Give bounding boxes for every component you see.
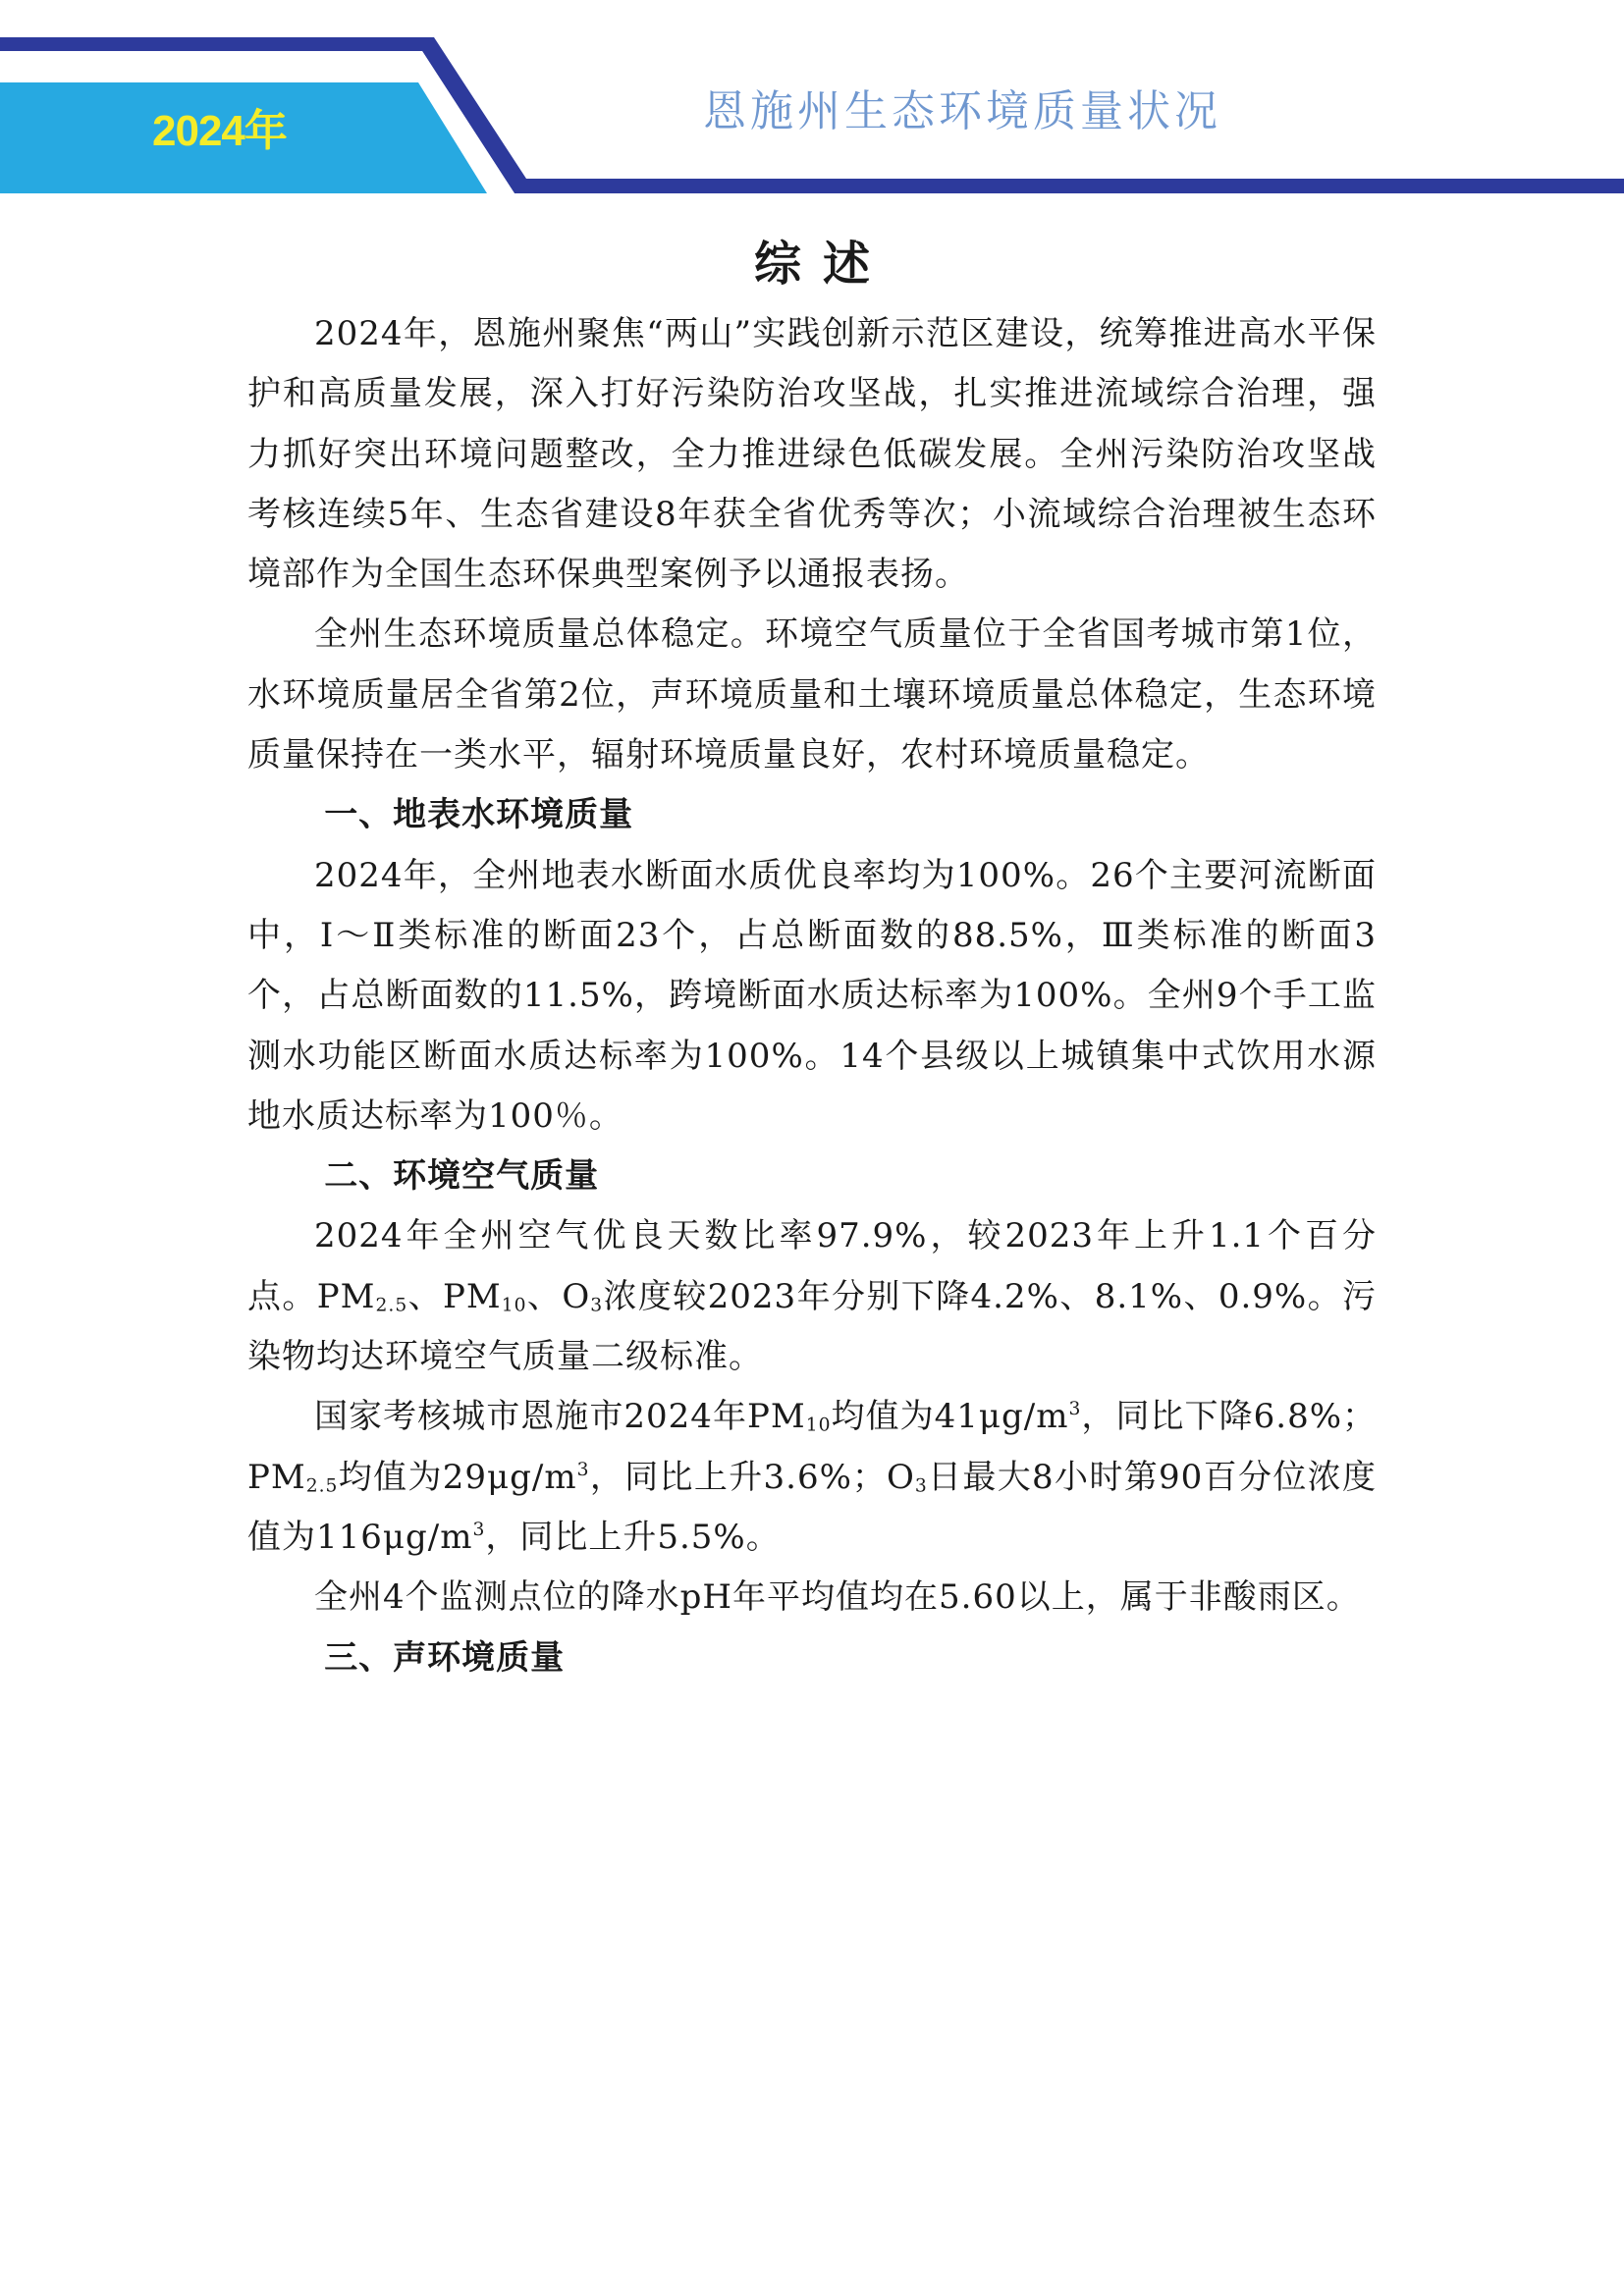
paragraph-overview: 2024年，恩施州聚焦“两山”实践创新示范区建设，统筹推进高水平保护和高质量发展，深入打好污染防治攻坚战，扎实推进流域综合治理，强力抓好突出环境问题整改，全力推进绿色低碳发展。全州污染防治攻坚战考核连续5年、生态省建设8年获全省优秀等次；小流域综合治理被生态环境部作为全国生态环保典型案例予以通报表扬。: [247, 314, 1377, 595]
text-segment: ，同比上升5.5%。: [485, 1517, 781, 1557]
heading-surface-water: 一、地表水环境质量: [324, 795, 634, 835]
subscript: 3: [914, 1475, 928, 1497]
report-title: 恩施州生态环境质量状况: [703, 86, 1221, 136]
superscript: 3: [576, 1459, 590, 1480]
superscript: 3: [1068, 1399, 1082, 1420]
pm-symbol: PM: [247, 1457, 306, 1497]
text-segment: 国家考核城市恩施市2024年: [314, 1397, 747, 1437]
paragraph-enshi-city-air: [247, 1387, 1377, 1568]
pm-symbol: PM: [316, 1276, 376, 1316]
section-title: 综述: [753, 237, 892, 292]
subscript: 3: [590, 1295, 604, 1316]
document-body: [247, 228, 1377, 1688]
text-segment: 日最大8小时第90百分位浓度值为116μg/m: [247, 1457, 1377, 1557]
subscript: 10: [805, 1415, 832, 1437]
pm-symbol: PM: [443, 1276, 502, 1316]
text-segment: 、: [526, 1276, 563, 1316]
paragraph-surface-water: 2024年，全州地表水断面水质优良率均为100%。26个主要河流断面中，Ⅰ～Ⅱ类标准的断面23个，占总断面数的88.5%，Ⅲ类标准的断面3个，占总断面数的11.5%，跨境断面水质达标率为100%。全州9个手工监测水功能区断面水质达标率为100%。14个县级以上城镇集中式饮用水源地水质达标率为100％。: [247, 855, 1377, 1136]
page-header: [0, 0, 1624, 206]
superscript: 3: [472, 1519, 486, 1540]
paragraph-overall-quality: 全州生态环境质量总体稳定。环境空气质量位于全省国考城市第1位，水环境质量居全省第2位，声环境质量和土壤环境质量总体稳定，生态环境质量保持在一类水平，辐射环境质量良好，农村环境质量稳定。: [247, 614, 1377, 775]
ozone-symbol: O: [886, 1457, 915, 1497]
heading-acoustic-environment: 三、声环境质量: [324, 1637, 566, 1678]
text-segment: 、: [407, 1276, 444, 1316]
pm-symbol: PM: [747, 1397, 806, 1437]
text-segment: 2024年全州空气优良天数比率97.9%，较2023年上升1.1个百分点。: [247, 1216, 1377, 1316]
paragraph-air-quality: [247, 1206, 1377, 1387]
heading-air-quality: 二、环境空气质量: [324, 1156, 600, 1197]
ozone-symbol: O: [562, 1276, 591, 1316]
subscript: 2.5: [375, 1295, 408, 1316]
year-label: 2024年: [152, 107, 287, 155]
text-segment: 均值为41μg/m: [831, 1397, 1069, 1437]
paragraph-acid-rain: 全州4个监测点位的降水pH年平均值均在5.60以上，属于非酸雨区。: [314, 1577, 1361, 1618]
text-segment: ，同比上升3.6%；: [589, 1457, 887, 1497]
text-segment: ，同比下降6.8%；: [1081, 1397, 1378, 1437]
subscript: 2.5: [305, 1475, 339, 1497]
text-segment: 均值为29μg/m: [338, 1457, 577, 1497]
text-segment: 浓度较2023年分别下降4.2%、8.1%、0.9%。污染物均达环境空气质量二级标准。: [247, 1276, 1378, 1377]
subscript: 10: [501, 1295, 527, 1316]
